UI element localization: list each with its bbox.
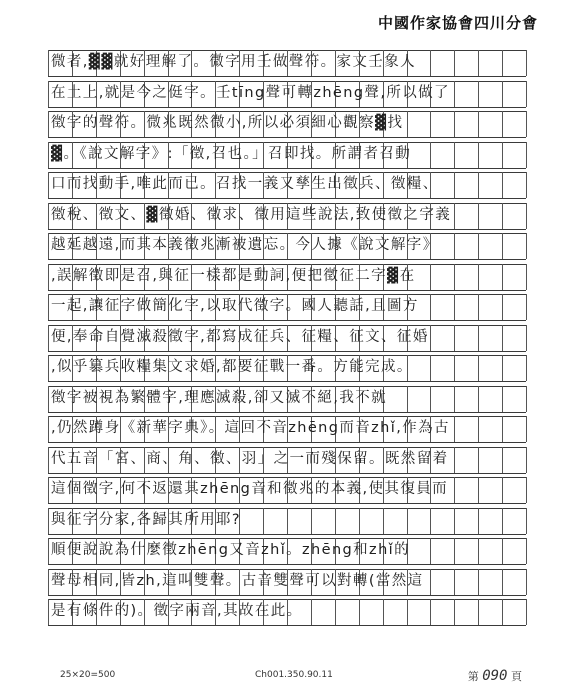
cell-divider	[478, 386, 479, 412]
cell-divider	[478, 416, 479, 442]
cell-divider	[526, 355, 527, 381]
cell-divider	[526, 233, 527, 259]
cell-divider	[407, 386, 408, 412]
row-bottom-rule	[48, 76, 526, 77]
cell-divider	[502, 386, 503, 412]
grid-spec-label: 25×20=500	[60, 670, 116, 680]
cell-divider	[48, 447, 49, 473]
page-prefix: 第	[467, 670, 479, 683]
cell-divider	[407, 508, 408, 534]
manuscript-grid	[48, 50, 526, 640]
cell-divider	[48, 111, 49, 137]
cell-divider	[502, 203, 503, 229]
manuscript-line: 一起,讓征字做簡化字,以取代徵字。國人聽話,且圖方	[51, 298, 419, 314]
cell-divider	[454, 203, 455, 229]
cell-divider	[48, 538, 49, 564]
cell-divider	[454, 569, 455, 595]
manuscript-line: 便,奉命自覺滅殺徵字,都寫成征兵、征糧、征文、征婚	[51, 328, 429, 345]
cell-divider	[335, 508, 336, 534]
row-bottom-rule	[48, 473, 526, 474]
cell-divider	[478, 538, 479, 564]
manuscript-line: 徵字被視為繁體字,理應滅殺,卻又滅不絕,我不就	[51, 389, 388, 406]
manuscript-line: 是有條件的)。徵字兩音,其故在此。	[51, 603, 303, 619]
cell-divider	[454, 477, 455, 503]
cell-divider	[48, 508, 49, 534]
cell-divider	[430, 508, 431, 534]
form-code-label: Ch001.350.90.11	[255, 670, 333, 680]
cell-divider	[478, 355, 479, 381]
cell-divider	[454, 447, 455, 473]
cell-divider	[526, 416, 527, 442]
cell-divider	[478, 477, 479, 503]
cell-divider	[502, 142, 503, 168]
cell-divider	[526, 386, 527, 412]
cell-divider	[48, 386, 49, 412]
cell-divider	[383, 508, 384, 534]
cell-divider	[526, 599, 527, 625]
cell-divider	[48, 81, 49, 107]
row-bottom-rule	[48, 595, 526, 596]
manuscript-line: ,似乎篡兵收糧集文求婚,都要征戰一番。方能完成。	[51, 359, 413, 375]
manuscript-line: 與征字分家,各歸其所用耶?	[51, 511, 242, 528]
manuscript-line: 口而找動手,唯此而已。召找一義又孳生出徵兵、徵糧、	[51, 176, 439, 192]
cell-divider	[383, 599, 384, 625]
manuscript-row	[48, 416, 526, 442]
manuscript-row	[48, 172, 526, 198]
row-bottom-rule	[48, 503, 526, 504]
cell-divider	[48, 599, 49, 625]
manuscript-row	[48, 142, 526, 168]
cell-divider	[526, 538, 527, 564]
manuscript-row	[48, 203, 526, 229]
cell-divider	[502, 325, 503, 351]
cell-divider	[430, 599, 431, 625]
cell-divider	[454, 81, 455, 107]
cell-divider	[430, 355, 431, 381]
manuscript-row	[48, 508, 526, 534]
manuscript-line: ,誤解徵即是召,與征一樣都是動詞,便把徵征二字▓在	[51, 267, 416, 284]
cell-divider	[48, 325, 49, 351]
manuscript-line: 這個徵字,何不返還其zhēng音和徵兆的本義,使其復員而	[51, 481, 449, 497]
cell-divider	[454, 294, 455, 320]
page-number-label	[468, 668, 522, 684]
cell-divider	[502, 477, 503, 503]
cell-divider	[502, 508, 503, 534]
cell-divider	[526, 477, 527, 503]
manuscript-line: ▓。《說文解字》:「徵,召也。」召即找。所謂者召動	[51, 145, 412, 162]
manuscript-row	[48, 355, 526, 381]
cell-divider	[311, 508, 312, 534]
cell-divider	[430, 325, 431, 351]
cell-divider	[478, 569, 479, 595]
cell-divider	[478, 142, 479, 168]
cell-divider	[48, 294, 49, 320]
cell-divider	[502, 50, 503, 76]
cell-divider	[526, 264, 527, 290]
cell-divider	[454, 111, 455, 137]
cell-divider	[454, 325, 455, 351]
cell-divider	[359, 599, 360, 625]
cell-divider	[526, 569, 527, 595]
row-bottom-rule	[48, 381, 526, 382]
manuscript-row	[48, 325, 526, 351]
cell-divider	[502, 172, 503, 198]
row-bottom-rule	[48, 198, 526, 199]
manuscript-row	[48, 111, 526, 137]
letterhead-org-name: 中國作家協會四川分會	[377, 14, 538, 32]
manuscript-row	[48, 294, 526, 320]
row-bottom-rule	[48, 564, 526, 565]
cell-divider	[454, 142, 455, 168]
manuscript-line: 聲母相同,皆zh,這叫雙聲。古音雙聲可以對轉(當然這	[51, 572, 424, 589]
cell-divider	[454, 599, 455, 625]
row-bottom-rule	[48, 412, 526, 413]
cell-divider	[478, 172, 479, 198]
row-bottom-rule	[48, 351, 526, 352]
cell-divider	[526, 142, 527, 168]
cell-divider	[335, 599, 336, 625]
cell-divider	[430, 50, 431, 76]
cell-divider	[430, 538, 431, 564]
row-bottom-rule	[48, 168, 526, 169]
cell-divider	[502, 599, 503, 625]
cell-divider	[263, 508, 264, 534]
cell-divider	[48, 355, 49, 381]
manuscript-row	[48, 81, 526, 107]
cell-divider	[407, 111, 408, 137]
cell-divider	[48, 172, 49, 198]
row-bottom-rule	[48, 442, 526, 443]
cell-divider	[430, 386, 431, 412]
row-bottom-rule	[48, 107, 526, 108]
cell-divider	[502, 447, 503, 473]
cell-divider	[526, 447, 527, 473]
page-suffix: 頁	[511, 670, 522, 683]
row-bottom-rule	[48, 320, 526, 321]
cell-divider	[430, 142, 431, 168]
cell-divider	[502, 294, 503, 320]
manuscript-row	[48, 447, 526, 473]
cell-divider	[526, 172, 527, 198]
cell-divider	[48, 416, 49, 442]
cell-divider	[48, 264, 49, 290]
row-bottom-rule	[48, 229, 526, 230]
row-bottom-rule	[48, 534, 526, 535]
manuscript-line: 代五音「宮、商、角、徵、羽」之一而殘保留。既然留着	[51, 450, 449, 467]
manuscript-row	[48, 569, 526, 595]
cell-divider	[478, 599, 479, 625]
manuscript-line: ,仍然蹲身《新華字典》。這回不音zhēng而音zhǐ,作為古	[51, 420, 450, 436]
manuscript-row	[48, 477, 526, 503]
cell-divider	[478, 294, 479, 320]
cell-divider	[526, 50, 527, 76]
cell-divider	[478, 264, 479, 290]
manuscript-line: 徵字的聲符。微兆既然微小,所以必須細心觀察▓找	[51, 115, 404, 131]
cell-divider	[48, 142, 49, 168]
cell-divider	[454, 264, 455, 290]
cell-divider	[502, 81, 503, 107]
cell-divider	[311, 599, 312, 625]
manuscript-row	[48, 233, 526, 259]
cell-divider	[526, 203, 527, 229]
cell-divider	[287, 508, 288, 534]
cell-divider	[454, 233, 455, 259]
cell-divider	[502, 355, 503, 381]
row-bottom-rule	[48, 290, 526, 291]
manuscript-line: 在土上,就是今之侹字。壬tīng聲可轉zhēng聲,所以做了	[51, 84, 450, 101]
cell-divider	[502, 233, 503, 259]
cell-divider	[502, 416, 503, 442]
cell-divider	[478, 50, 479, 76]
cell-divider	[430, 294, 431, 320]
manuscript-row	[48, 599, 526, 625]
cell-divider	[48, 233, 49, 259]
cell-divider	[407, 599, 408, 625]
cell-divider	[478, 447, 479, 473]
cell-divider	[454, 538, 455, 564]
manuscript-line: 越延越遠,而其本義徵兆漸被遺忘。今人據《說文解字》	[51, 237, 439, 253]
cell-divider	[478, 508, 479, 534]
cell-divider	[526, 111, 527, 137]
cell-divider	[48, 50, 49, 76]
row-bottom-rule	[48, 625, 526, 626]
cell-divider	[430, 569, 431, 595]
cell-divider	[454, 508, 455, 534]
cell-divider	[454, 416, 455, 442]
cell-divider	[502, 569, 503, 595]
cell-divider	[526, 81, 527, 107]
page-number: 090	[482, 668, 508, 684]
cell-divider	[430, 264, 431, 290]
manuscript-row	[48, 264, 526, 290]
cell-divider	[478, 81, 479, 107]
cell-divider	[359, 508, 360, 534]
cell-divider	[478, 111, 479, 137]
cell-divider	[478, 203, 479, 229]
cell-divider	[454, 50, 455, 76]
cell-divider	[48, 477, 49, 503]
manuscript-line: 徵稅、徵文、▓徵婚、徵求、徵用這些說法,致使徵之字義	[51, 206, 452, 223]
row-bottom-rule	[48, 259, 526, 260]
cell-divider	[478, 233, 479, 259]
manuscript-row	[48, 386, 526, 412]
row-bottom-rule	[48, 137, 526, 138]
cell-divider	[526, 508, 527, 534]
cell-divider	[48, 569, 49, 595]
manuscript-row	[48, 50, 526, 76]
cell-divider	[48, 203, 49, 229]
manuscript-row	[48, 538, 526, 564]
cell-divider	[526, 294, 527, 320]
cell-divider	[502, 264, 503, 290]
cell-divider	[502, 111, 503, 137]
cell-divider	[430, 111, 431, 137]
cell-divider	[478, 325, 479, 351]
manuscript-line: 微者,▓▓就好理解了。微字用壬做聲符。家文壬象人	[51, 54, 417, 70]
cell-divider	[502, 538, 503, 564]
cell-divider	[454, 386, 455, 412]
cell-divider	[454, 172, 455, 198]
cell-divider	[454, 355, 455, 381]
manuscript-line: 順便說說為什麼徵zhēng又音zhǐ。zhēng和zhǐ的	[51, 542, 410, 558]
cell-divider	[526, 325, 527, 351]
